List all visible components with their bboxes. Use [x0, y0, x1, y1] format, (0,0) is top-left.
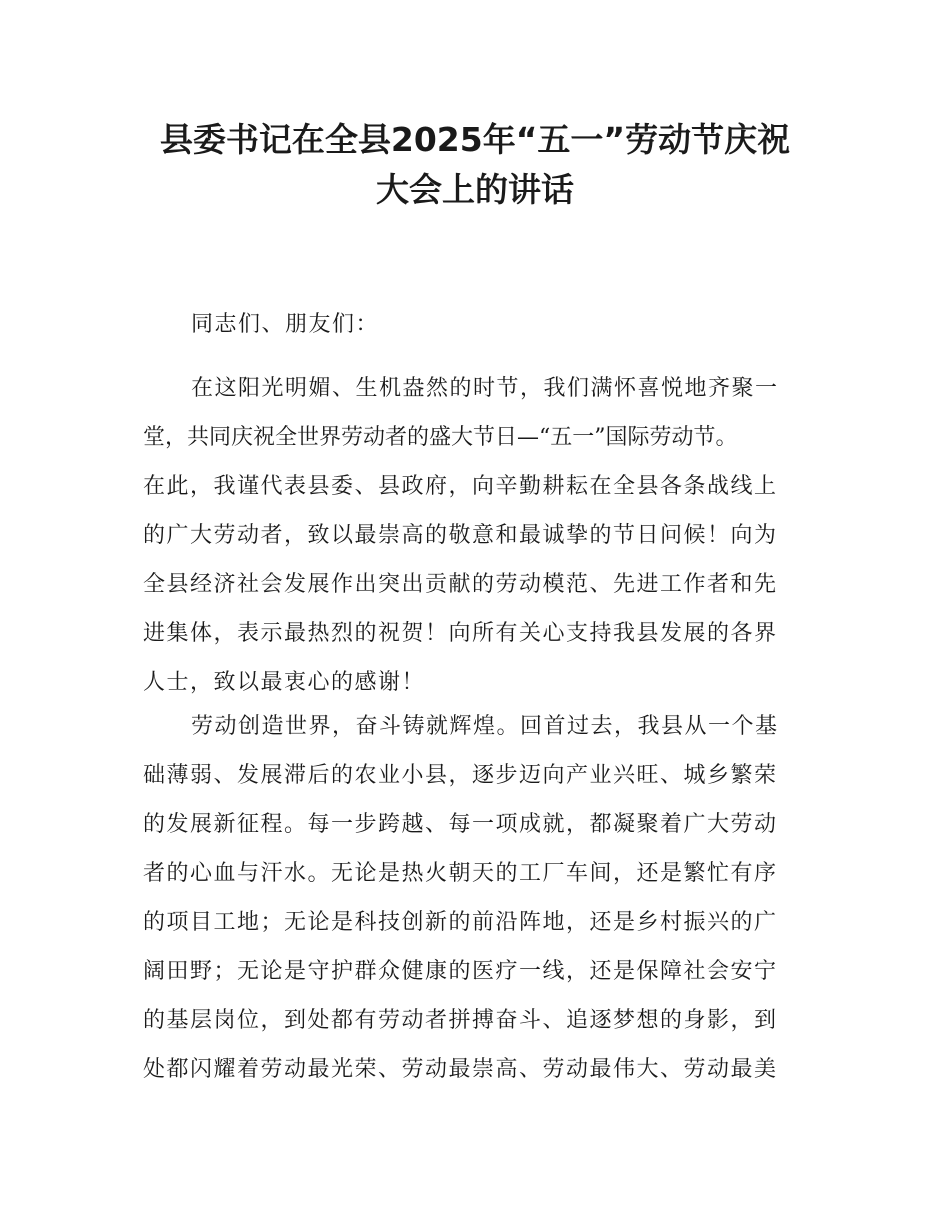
paragraph-1-line: 在这阳光明媚、生机盎然的时节，我们满怀喜悦地齐聚一 [191, 376, 779, 401]
paragraph-1 [143, 364, 815, 707]
paragraph-1-line: 进集体，表示最热烈的祝贺！向所有关心支持我县发展的各界 [143, 621, 778, 646]
paragraph-2-line: 础薄弱、发展滞后的农业小县，逐步迈向产业兴旺、城乡繁荣 [143, 763, 778, 788]
paragraph-2-line: 的基层岗位，到处都有劳动者拼搏奋斗、追逐梦想的身影，到 [143, 1008, 778, 1033]
greeting [143, 300, 815, 349]
paragraph-2-line: 的发展新征程。每一步跨越、每一项成就，都凝聚着广大劳动 [143, 812, 778, 837]
greeting-line: 同志们、朋友们： [191, 312, 380, 337]
paragraph-2-line: 者的心血与汗水。无论是热火朝天的工厂车间，还是繁忙有序 [143, 861, 778, 886]
title-line-2: 大会上的讲话 [376, 170, 574, 209]
paragraph-1-line: 在此，我谨代表县委、县政府，向辛勤耕耘在全县各条战线上 [143, 474, 778, 499]
paragraph-2-line: 阔田野；无论是守护群众健康的医疗一线，还是保障社会安宁 [143, 959, 778, 984]
paragraph-1-line: 堂，共同庆祝全世界劳动者的盛大节日—“五一”国际劳动节。 [143, 425, 738, 450]
paragraph-1-line: 的广大劳动者，致以最崇高的敬意和最诚挚的节日问候！向为 [143, 523, 778, 548]
paragraph-1-line: 全县经济社会发展作出突出贡献的劳动模范、先进工作者和先 [143, 572, 778, 597]
paragraph-2 [143, 702, 815, 1094]
paragraph-2-line: 处都闪耀着劳动最光荣、劳动最崇高、劳动最伟大、劳动最美 [143, 1057, 778, 1082]
title-line-1: 县委书记在全县2025年“五一”劳动节庆祝 [159, 120, 791, 159]
paragraph-2-line: 劳动创造世界，奋斗铸就辉煌。回首过去，我县从一个基 [191, 714, 779, 739]
paragraph-2-line: 的项目工地；无论是科技创新的前沿阵地，还是乡村振兴的广 [143, 910, 778, 935]
paragraph-1-line: 人士，致以最衷心的感谢！ [143, 670, 426, 695]
